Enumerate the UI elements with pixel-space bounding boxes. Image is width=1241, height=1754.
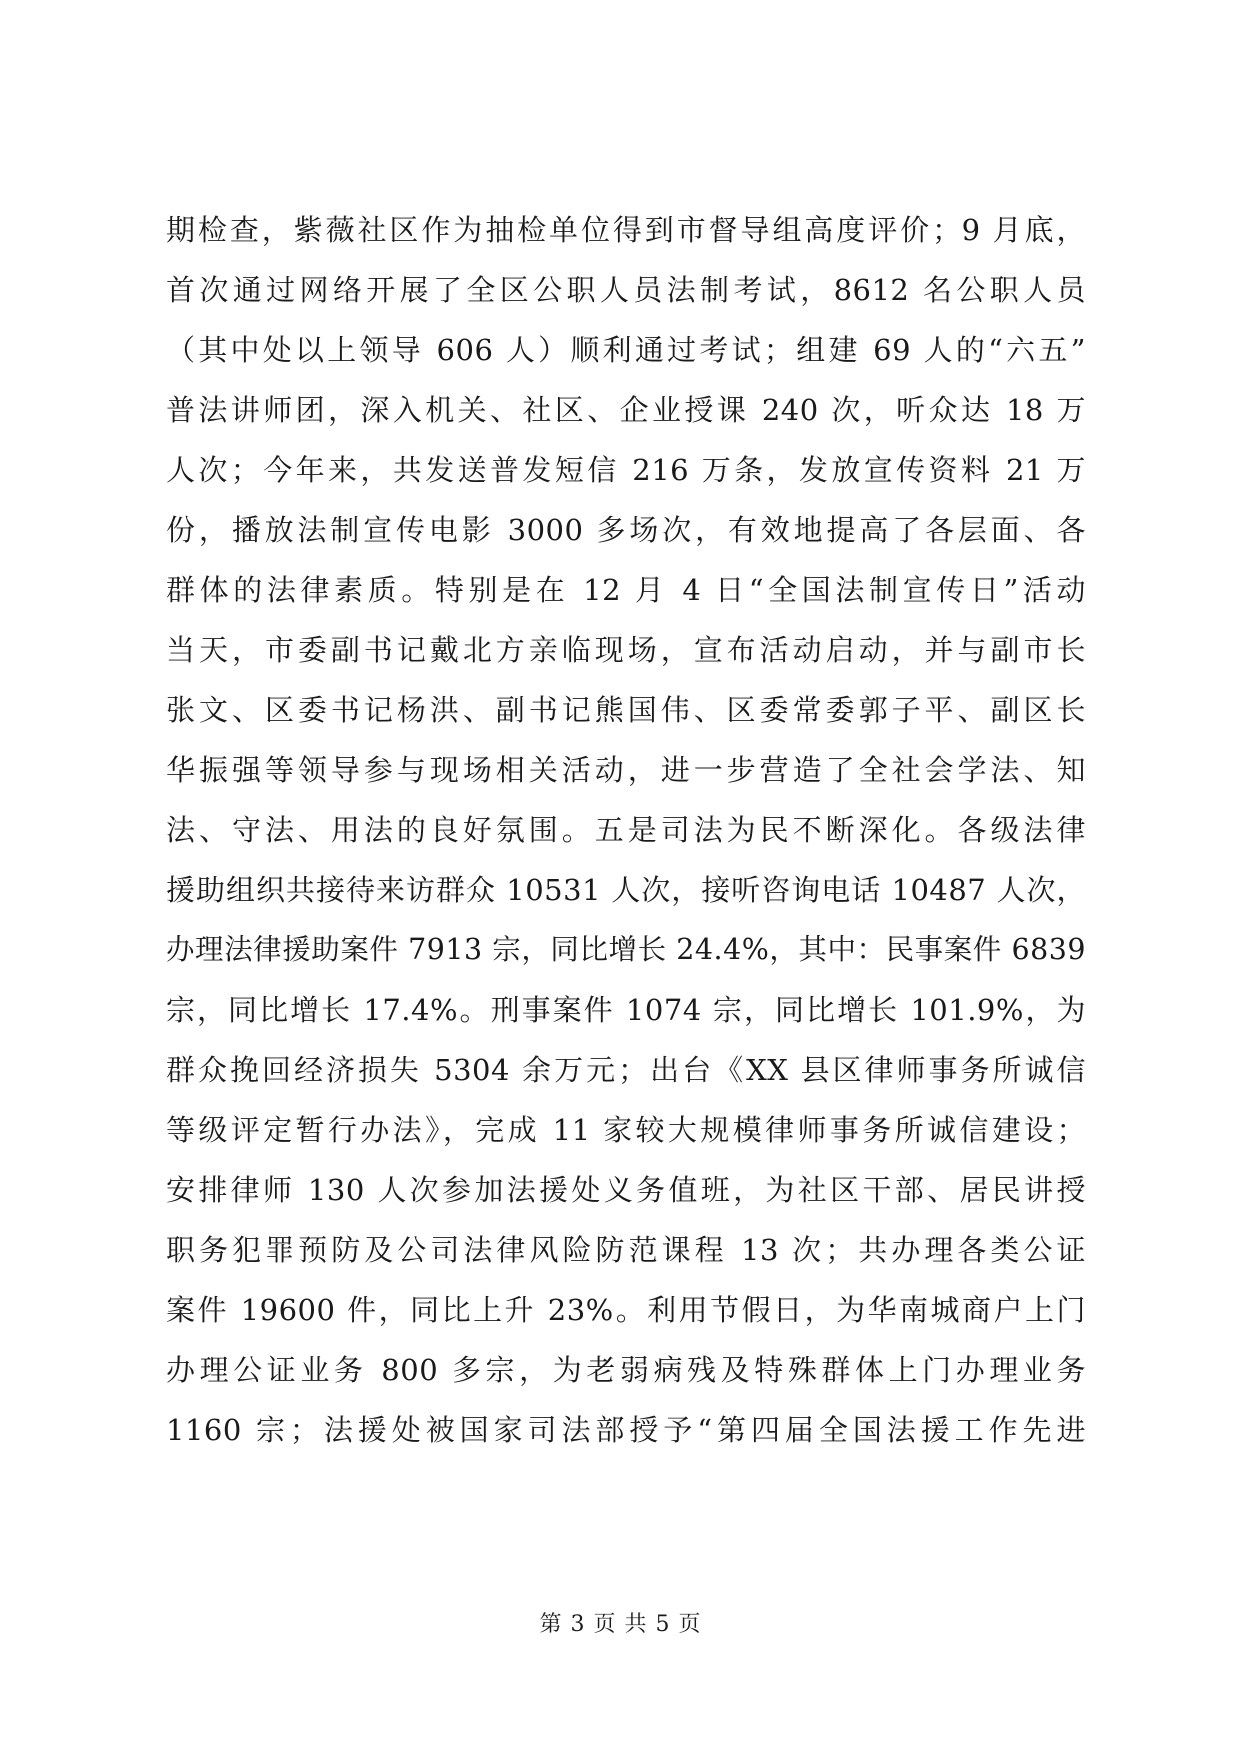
text-line: 群体的法律素质。特别是在 12 月 4 日“全国法制宣传日”活动 xyxy=(166,573,1086,607)
text-line: 当天，市委副书记戴北方亲临现场，宣布活动启动，并与副市长 xyxy=(166,633,1086,667)
text-line: 职务犯罪预防及公司法律风险防范课程 13 次；共办理各类公证 xyxy=(166,1233,1086,1267)
text-line: 份，播放法制宣传电影 3000 多场次，有效地提高了各层面、各 xyxy=(166,513,1086,547)
text-line: 办理法律援助案件 7913 宗，同比增长 24.4%，其中：民事案件 6839 xyxy=(166,933,1086,966)
text-line: 人次；今年来，共发送普发短信 216 万条，发放宣传资料 21 万 xyxy=(166,453,1086,487)
text-line: 办理公证业务 800 多宗，为老弱病残及特殊群体上门办理业务 xyxy=(166,1353,1086,1387)
text-line: 1160 宗；法援处被国家司法部授予“第四届全国法援工作先进 xyxy=(166,1413,1086,1447)
text-line: （其中处以上领导 606 人）顺利通过考试；组建 69 人的“六五” xyxy=(166,333,1086,367)
text-line: 群众挽回经济损失 5304 余万元；出台《XX 县区律师事务所诚信 xyxy=(166,1053,1086,1087)
text-line: 华振强等领导参与现场相关活动，进一步营造了全社会学法、知 xyxy=(166,753,1086,787)
page-number-footer: 第 3 页 共 5 页 xyxy=(539,1612,702,1637)
text-line: 安排律师 130 人次参加法援处义务值班，为社区干部、居民讲授 xyxy=(166,1173,1086,1207)
text-line: 宗，同比增长 17.4%。刑事案件 1074 宗，同比增长 101.9%，为 xyxy=(166,993,1086,1027)
text-line: 期检查，紫薇社区作为抽检单位得到市督导组高度评价；9 月底， xyxy=(166,213,1086,247)
text-line: 案件 19600 件，同比上升 23%。利用节假日，为华南城商户上门 xyxy=(166,1293,1086,1327)
text-line: 首次通过网络开展了全区公职人员法制考试，8612 名公职人员 xyxy=(166,273,1086,307)
text-line: 援助组织共接待来访群众 10531 人次，接听咨询电话 10487 人次， xyxy=(166,873,1086,907)
body-text xyxy=(166,200,1086,1460)
text-line: 法、守法、用法的良好氛围。五是司法为民不断深化。各级法律 xyxy=(166,813,1086,847)
text-line: 等级评定暂行办法》，完成 11 家较大规模律师事务所诚信建设； xyxy=(166,1113,1086,1147)
text-line: 张文、区委书记杨洪、副书记熊国伟、区委常委郭子平、副区长 xyxy=(166,693,1086,727)
text-line: 普法讲师团，深入机关、社区、企业授课 240 次，听众达 18 万 xyxy=(166,393,1086,427)
